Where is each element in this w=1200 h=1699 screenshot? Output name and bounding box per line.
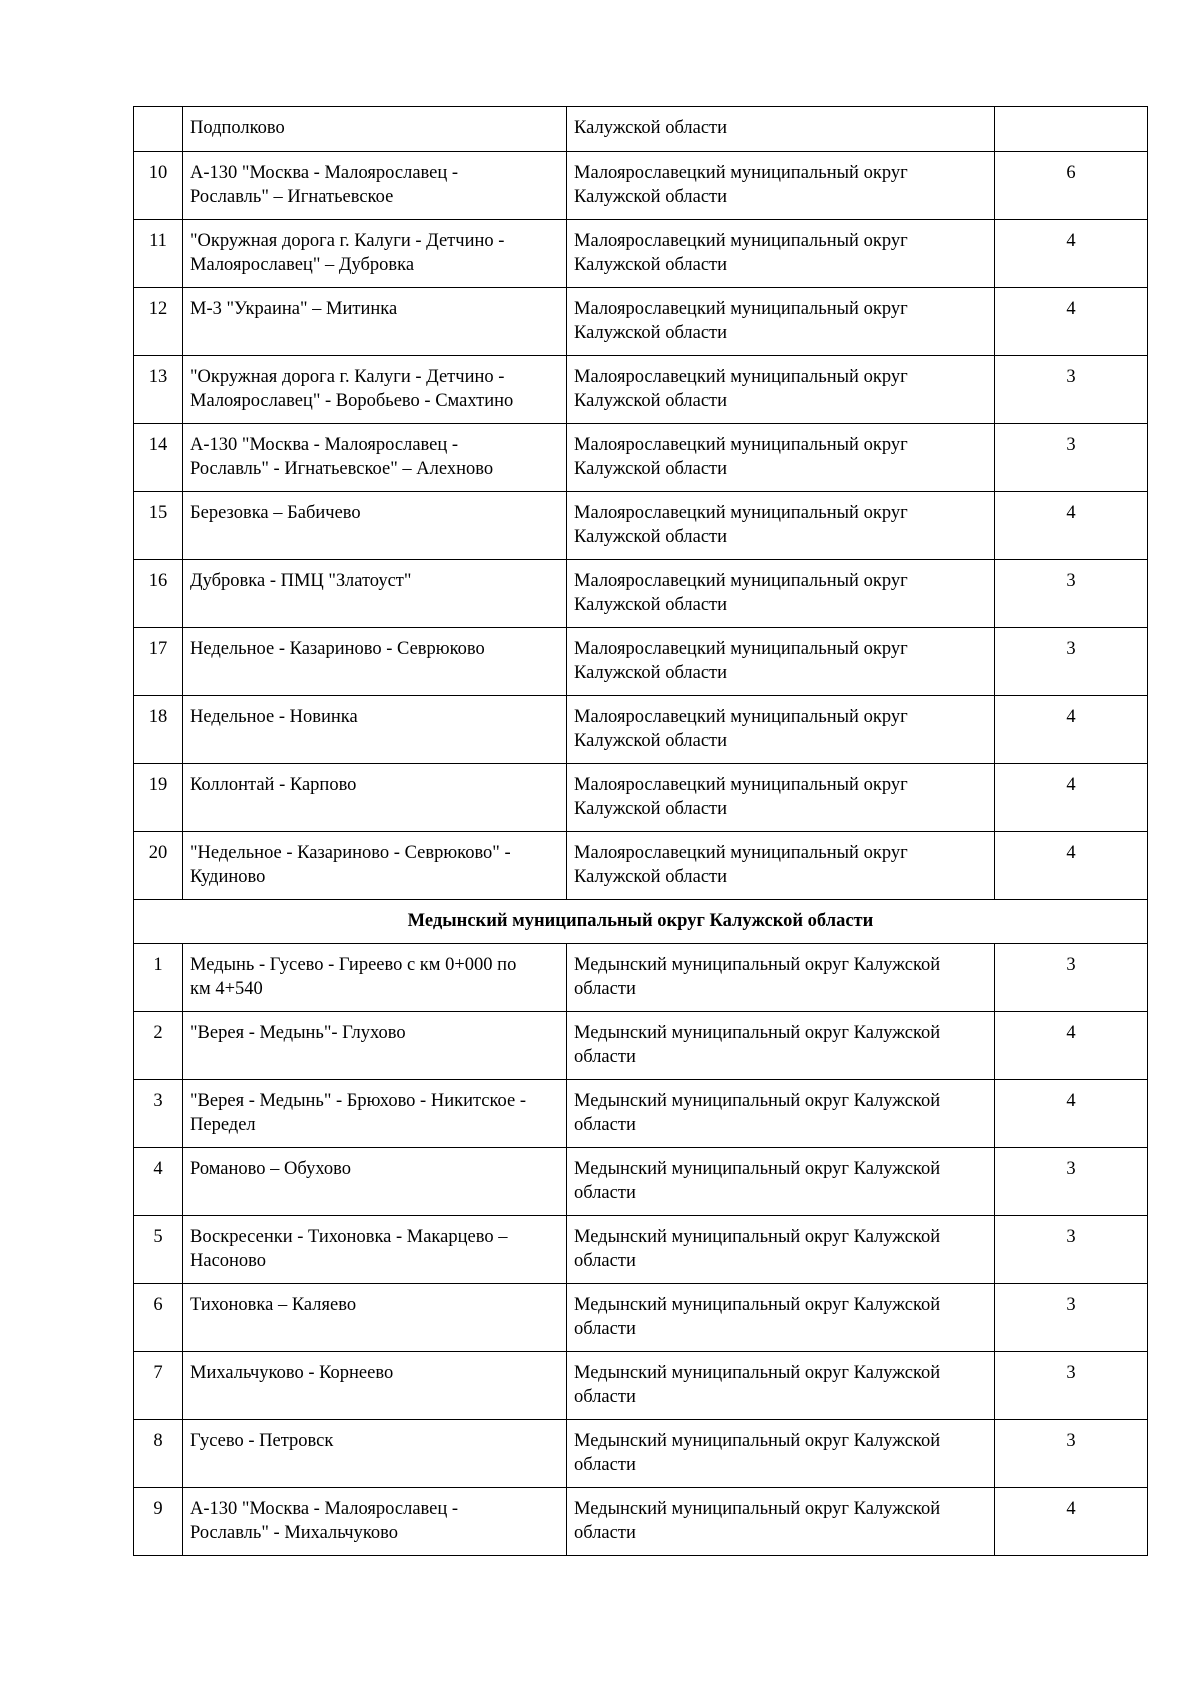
route-name: "Верея - Медынь" - Брюхово - Никитское - Передел [183,1080,567,1148]
count-value: 3 [995,1284,1148,1352]
table-row [134,1488,1148,1556]
table-row [134,944,1148,1012]
row-number: 15 [134,492,183,560]
count-value [995,107,1148,152]
route-name: Коллонтай - Карпово [183,764,567,832]
table-row [134,628,1148,696]
row-number: 12 [134,288,183,356]
route-name: Недельное - Казариново - Севрюково [183,628,567,696]
district-name: Медынский муниципальный округ Калужской области [567,1012,995,1080]
district-name: Малоярославецкий муниципальный округ Калужской области [567,560,995,628]
row-number: 7 [134,1352,183,1420]
count-value: 3 [995,1148,1148,1216]
district-name: Медынский муниципальный округ Калужской области [567,1148,995,1216]
table-row [134,1216,1148,1284]
route-name: Березовка – Бабичево [183,492,567,560]
route-name: Михальчуково - Корнеево [183,1352,567,1420]
row-number: 16 [134,560,183,628]
count-value: 3 [995,628,1148,696]
row-number: 4 [134,1148,183,1216]
row-number: 9 [134,1488,183,1556]
route-name: "Окружная дорога г. Калуги - Детчино - Малоярославец" - Воробьево - Смахтино [183,356,567,424]
district-name: Малоярославецкий муниципальный округ Калужской области [567,696,995,764]
route-name: Подполково [183,107,567,152]
district-name: Медынский муниципальный округ Калужской области [567,944,995,1012]
section-heading: Медынский муниципальный округ Калужской области [134,900,1148,944]
district-name: Медынский муниципальный округ Калужской области [567,1080,995,1148]
count-value: 4 [995,832,1148,900]
district-name: Малоярославецкий муниципальный округ Калужской области [567,628,995,696]
table-row [134,560,1148,628]
count-value: 4 [995,492,1148,560]
district-name: Малоярославецкий муниципальный округ Калужской области [567,492,995,560]
route-name: М-3 "Украина" – Митинка [183,288,567,356]
district-name: Медынский муниципальный округ Калужской области [567,1284,995,1352]
table-row [134,1080,1148,1148]
route-name: Тихоновка – Каляево [183,1284,567,1352]
count-value: 3 [995,1420,1148,1488]
count-value: 6 [995,152,1148,220]
table-row [134,832,1148,900]
table-row [134,220,1148,288]
route-name: А-130 "Москва - Малоярославец - Рославль" – Игнатьевское [183,152,567,220]
row-number: 1 [134,944,183,1012]
count-value: 4 [995,1080,1148,1148]
route-name: "Окружная дорога г. Калуги - Детчино - Малоярославец" – Дубровка [183,220,567,288]
count-value: 3 [995,944,1148,1012]
table-row [134,492,1148,560]
district-name: Малоярославецкий муниципальный округ Калужской области [567,220,995,288]
district-name: Малоярославецкий муниципальный округ Калужской области [567,288,995,356]
district-name: Медынский муниципальный округ Калужской области [567,1420,995,1488]
table-row [134,356,1148,424]
route-name: А-130 "Москва - Малоярославец - Рославль" - Игнатьевское" – Алехново [183,424,567,492]
count-value: 4 [995,288,1148,356]
table-row [134,1420,1148,1488]
route-name: "Недельное - Казариново - Севрюково" - Кудиново [183,832,567,900]
district-name: Малоярославецкий муниципальный округ Калужской области [567,152,995,220]
row-number: 6 [134,1284,183,1352]
table-row [134,1352,1148,1420]
row-number: 18 [134,696,183,764]
count-value: 3 [995,1352,1148,1420]
count-value: 4 [995,764,1148,832]
count-value: 3 [995,356,1148,424]
table-row [134,1284,1148,1352]
route-name: Гусево - Петровск [183,1420,567,1488]
route-name: Воскресенки - Тихоновка - Макарцево – Насоново [183,1216,567,1284]
count-value: 4 [995,696,1148,764]
row-number: 2 [134,1012,183,1080]
row-number: 13 [134,356,183,424]
section-heading-row [134,900,1148,944]
route-name: "Верея - Медынь"- Глухово [183,1012,567,1080]
route-name: Недельное - Новинка [183,696,567,764]
district-name: Медынский муниципальный округ Калужской области [567,1488,995,1556]
route-name: Медынь - Гусево - Гиреево с км 0+000 по км 4+540 [183,944,567,1012]
table-row [134,152,1148,220]
table-row [134,288,1148,356]
table-row [134,107,1148,152]
district-name: Медынский муниципальный округ Калужской области [567,1352,995,1420]
count-value: 4 [995,1488,1148,1556]
row-number: 5 [134,1216,183,1284]
count-value: 3 [995,424,1148,492]
count-value: 3 [995,1216,1148,1284]
table-row [134,764,1148,832]
district-name: Медынский муниципальный округ Калужской области [567,1216,995,1284]
row-number: 10 [134,152,183,220]
route-name: А-130 "Москва - Малоярославец - Рославль" - Михальчуково [183,1488,567,1556]
row-number: 3 [134,1080,183,1148]
routes-table [133,106,1148,1556]
district-name: Малоярославецкий муниципальный округ Калужской области [567,832,995,900]
row-number: 14 [134,424,183,492]
row-number: 8 [134,1420,183,1488]
route-name: Дубровка - ПМЦ "Златоуст" [183,560,567,628]
row-number: 20 [134,832,183,900]
district-name: Малоярославецкий муниципальный округ Калужской области [567,424,995,492]
count-value: 4 [995,220,1148,288]
row-number: 19 [134,764,183,832]
table-row [134,1012,1148,1080]
table-row [134,1148,1148,1216]
table-row [134,424,1148,492]
table-row [134,696,1148,764]
row-number: 17 [134,628,183,696]
count-value: 3 [995,560,1148,628]
row-number [134,107,183,152]
district-name: Малоярославецкий муниципальный округ Калужской области [567,764,995,832]
route-name: Романово – Обухово [183,1148,567,1216]
district-name: Калужской области [567,107,995,152]
district-name: Малоярославецкий муниципальный округ Калужской области [567,356,995,424]
row-number: 11 [134,220,183,288]
count-value: 4 [995,1012,1148,1080]
